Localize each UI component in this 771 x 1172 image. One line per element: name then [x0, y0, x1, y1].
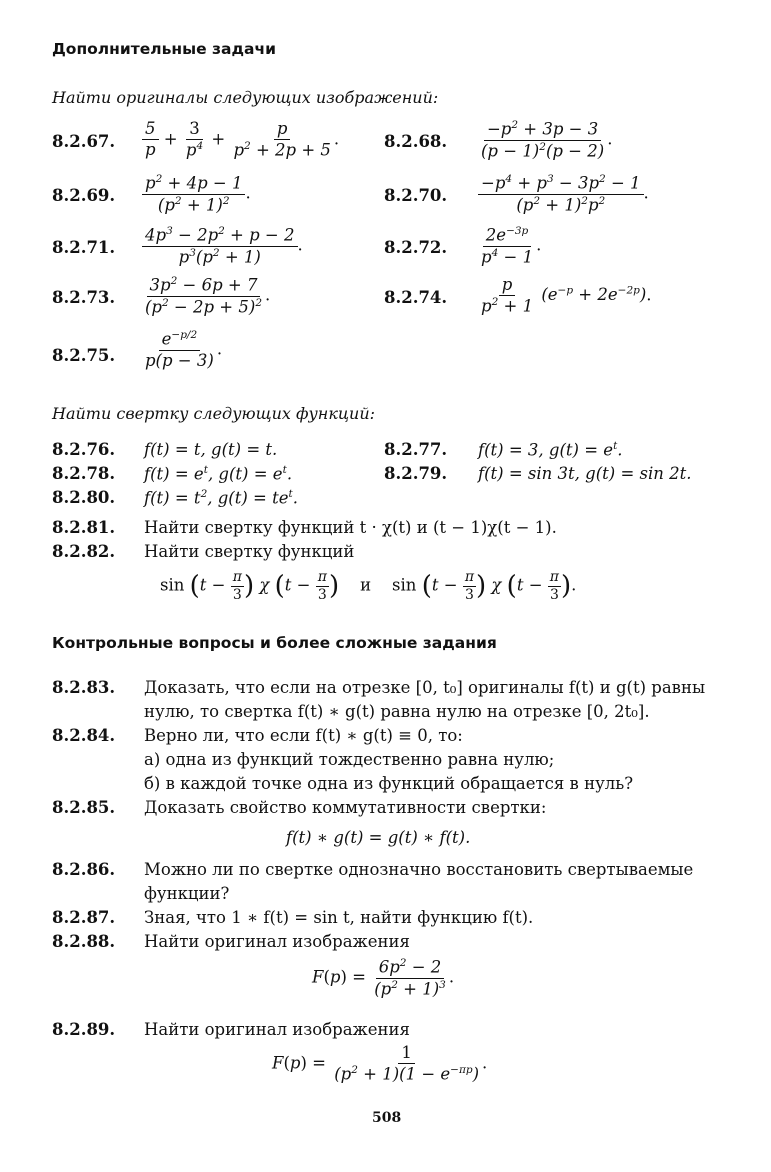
- formula-8-2-74: $\frac{p}{p^2 + 1}$ $(e^{-p} + 2e^{-2p})$.: [481, 275, 652, 316]
- section-heading-extra: Дополнительные задачи: [52, 40, 276, 58]
- problem-number: 8.2.89.: [52, 1020, 116, 1039]
- problem-number: 8.2.70.: [384, 186, 448, 205]
- formula-commutativity: f(t) ∗ g(t) = g(t) ∗ f(t).: [286, 828, 471, 847]
- formula-8-2-69: $\frac{p^2 + 4p - 1}{(p^2 + 1)^2}$ .: [142, 174, 251, 214]
- intro-originals: Найти оригиналы следующих изображений:: [52, 88, 439, 107]
- formula-8-2-78: $f(t) = e^t$, $g(t) = e^t$.: [144, 464, 293, 484]
- problem-number: 8.2.78.: [52, 464, 116, 483]
- problem-number: 8.2.85.: [52, 798, 116, 817]
- problem-number: 8.2.81.: [52, 518, 116, 537]
- problem-text: Доказать, что если на отрезке [0, t₀] оригиналы f(t) и g(t) равны: [144, 678, 706, 697]
- formula-8-2-88: F(p) = $\frac{6p^2 - 2}{(p^2 + 1)^3}$ .: [312, 957, 455, 999]
- formula-8-2-75: $\frac{e^{-p/2}}{p(p - 3)}$ .: [145, 329, 223, 370]
- problem-number: 8.2.86.: [52, 860, 116, 879]
- problem-text: Найти оригинал изображения: [144, 932, 410, 951]
- problem-number: 8.2.84.: [52, 726, 116, 745]
- problem-option-a: а) одна из функций тождественно равна нулю;: [144, 750, 555, 769]
- problem-text: Найти свертку функций: [144, 542, 355, 561]
- problem-number: 8.2.75.: [52, 346, 116, 365]
- problem-number: 8.2.82.: [52, 542, 116, 561]
- problem-number: 8.2.74.: [384, 288, 448, 307]
- formula-8-2-73: $\frac{3p^2 - 6p + 7}{(p^2 - 2p + 5)^2}$ .: [145, 275, 271, 317]
- problem-text: Верно ли, что если f(t) ∗ g(t) ≡ 0, то:: [144, 726, 463, 745]
- problem-text: функции?: [144, 884, 230, 903]
- problem-number: 8.2.69.: [52, 186, 116, 205]
- page-number: 508: [372, 1110, 402, 1126]
- problem-text: Найти свертку функций t · χ(t) и (t − 1)χ(t − 1).: [144, 518, 557, 537]
- intro-convolution: Найти свертку следующих функций:: [52, 404, 376, 423]
- problem-number: 8.2.87.: [52, 908, 116, 927]
- problem-number: 8.2.88.: [52, 932, 116, 951]
- problem-number: 8.2.80.: [52, 488, 116, 507]
- problem-option-b: б) в каждой точке одна из функций обращается в нуль?: [144, 774, 634, 793]
- problem-number: 8.2.73.: [52, 288, 116, 307]
- formula-8-2-68: $\frac{-p^2 + 3p - 3}{(p - 1)^2(p - 2)}$ .: [481, 119, 613, 161]
- formula-8-2-80: $f(t) = t^2$, $g(t) = te^t$.: [144, 488, 299, 508]
- problem-number: 8.2.68.: [384, 132, 448, 151]
- problem-number: 8.2.72.: [384, 238, 448, 257]
- formula-8-2-71: $\frac{4p^3 - 2p^2 + p - 2}{p^3(p^2 + 1)}$ .: [142, 226, 303, 266]
- problem-text: Зная, что 1 ∗ f(t) = sin t, найти функцию f(t).: [144, 908, 534, 927]
- formula-8-2-67: $\frac{5}{p}$ + $\frac{3}{p^4}$ + $\frac{p}{p^2 + 2p + 5}$ .: [142, 120, 339, 160]
- problem-text: нулю, то свертка f(t) ∗ g(t) равна нулю на отрезке [0, 2t₀].: [144, 702, 650, 721]
- and-word: и: [360, 575, 372, 595]
- section-heading-control: Контрольные вопросы и более сложные задания: [52, 634, 497, 652]
- problem-text: Можно ли по свертке однозначно восстановить свертываемые: [144, 860, 694, 879]
- formula-8-2-89: F(p) = $\frac{1}{(p^2 + 1)(1 - e^{-\pi p})}$ .: [272, 1043, 488, 1084]
- formula-8-2-76: f(t) = t, g(t) = t.: [144, 440, 278, 459]
- formula-8-2-82: sin (t − $\frac{\pi}{3}$ ) χ (t − $\frac{\pi}{3}$ ) и sin (t − $\frac{\pi}{3}$ ) χ (t − $\frac{\pi}{3}$ ).: [160, 569, 577, 603]
- formula-8-2-77: f(t) = 3, $g(t) = e^t$.: [478, 440, 623, 460]
- formula-8-2-79: f(t) = sin 3t, g(t) = sin 2t.: [478, 464, 692, 483]
- problem-number: 8.2.76.: [52, 440, 116, 459]
- formula-8-2-72: $\frac{2e^{-3p}}{p^4 - 1}$ .: [481, 225, 542, 267]
- problem-number: 8.2.67.: [52, 132, 116, 151]
- problem-number: 8.2.71.: [52, 238, 116, 257]
- problem-number: 8.2.77.: [384, 440, 448, 459]
- problem-text: Найти оригинал изображения: [144, 1020, 410, 1039]
- problem-text: Доказать свойство коммутативности свертки:: [144, 798, 547, 817]
- problem-number: 8.2.79.: [384, 464, 448, 483]
- problem-number: 8.2.83.: [52, 678, 116, 697]
- formula-8-2-70: $\frac{-p^4 + p^3 - 3p^2 - 1}{(p^2 + 1)^2p^2}$ .: [478, 174, 649, 214]
